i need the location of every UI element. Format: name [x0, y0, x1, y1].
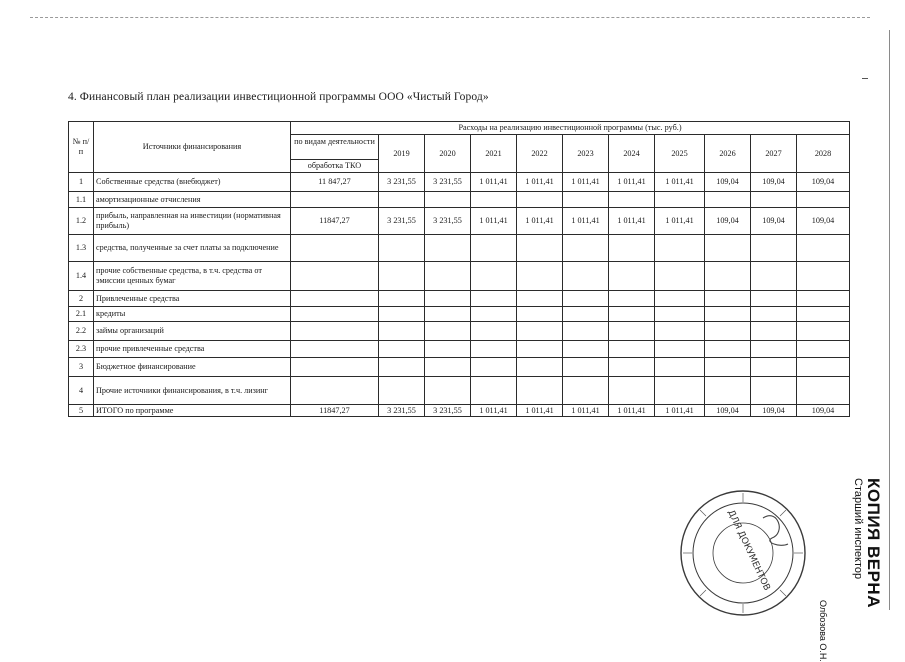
- row-year-value: [379, 377, 425, 405]
- row-activity-value: [291, 235, 379, 262]
- row-num: 2.1: [69, 307, 94, 322]
- row-year-value: [563, 377, 609, 405]
- header-year: 2028: [797, 135, 850, 173]
- header-year: 2019: [379, 135, 425, 173]
- row-year-value: [517, 291, 563, 307]
- row-year-value: [751, 192, 797, 208]
- row-num: 2.2: [69, 322, 94, 341]
- row-year-value: 1 011,41: [517, 405, 563, 417]
- row-year-value: [751, 341, 797, 358]
- row-year-value: 109,04: [705, 173, 751, 192]
- row-year-value: 1 011,41: [471, 405, 517, 417]
- row-year-value: [517, 307, 563, 322]
- header-activity-sub: обработка ТКО: [291, 159, 379, 172]
- row-num: 1: [69, 173, 94, 192]
- header-year: 2023: [563, 135, 609, 173]
- row-year-value: [655, 307, 705, 322]
- row-year-value: [609, 377, 655, 405]
- row-year-value: [563, 291, 609, 307]
- table-row: [69, 341, 850, 358]
- row-year-value: [797, 341, 850, 358]
- table-row: [69, 291, 850, 307]
- row-activity-value: 11847,27: [291, 208, 379, 235]
- row-year-value: 3 231,55: [425, 208, 471, 235]
- header-year: 2024: [609, 135, 655, 173]
- row-year-value: [751, 377, 797, 405]
- row-year-value: [797, 235, 850, 262]
- row-year-value: [471, 358, 517, 377]
- row-year-value: [655, 341, 705, 358]
- row-year-value: [705, 291, 751, 307]
- header-year: 2022: [517, 135, 563, 173]
- row-year-value: [609, 307, 655, 322]
- row-num: 1.2: [69, 208, 94, 235]
- copy-position: Старший инспектор: [852, 478, 864, 580]
- row-year-value: 1 011,41: [471, 173, 517, 192]
- row-year-value: [705, 235, 751, 262]
- scan-mark: [862, 78, 868, 79]
- row-activity-value: 11847,27: [291, 405, 379, 417]
- row-year-value: [563, 358, 609, 377]
- row-year-value: [379, 192, 425, 208]
- row-activity-value: [291, 341, 379, 358]
- row-year-value: [471, 192, 517, 208]
- row-year-value: [471, 262, 517, 291]
- row-year-value: 3 231,55: [379, 405, 425, 417]
- row-year-value: [797, 262, 850, 291]
- table-row: [69, 192, 850, 208]
- row-activity-value: [291, 291, 379, 307]
- row-source: ИТОГО по программе: [94, 405, 291, 417]
- table-row: [69, 262, 850, 291]
- header-activity-label: по видам деятельности: [294, 137, 375, 146]
- row-year-value: 109,04: [751, 405, 797, 417]
- row-year-value: [517, 262, 563, 291]
- row-year-value: 3 231,55: [379, 173, 425, 192]
- row-year-value: 109,04: [751, 173, 797, 192]
- row-year-value: [609, 291, 655, 307]
- table-row: [69, 377, 850, 405]
- row-year-value: 1 011,41: [563, 208, 609, 235]
- row-year-value: 109,04: [797, 405, 850, 417]
- row-year-value: [705, 377, 751, 405]
- table-row: [69, 322, 850, 341]
- row-activity-value: [291, 377, 379, 405]
- table-row: [69, 307, 850, 322]
- row-num: 1.3: [69, 235, 94, 262]
- row-year-value: [797, 192, 850, 208]
- row-year-value: 1 011,41: [517, 173, 563, 192]
- row-year-value: 1 011,41: [609, 405, 655, 417]
- row-year-value: [705, 322, 751, 341]
- row-year-value: [425, 307, 471, 322]
- row-year-value: 1 011,41: [609, 173, 655, 192]
- row-source: Прочие источники финансирования, в т.ч. лизинг: [94, 377, 291, 405]
- row-year-value: [563, 322, 609, 341]
- table-row: [69, 208, 850, 235]
- row-year-value: [609, 322, 655, 341]
- header-year: 2026: [705, 135, 751, 173]
- row-year-value: [425, 291, 471, 307]
- row-num: 1.1: [69, 192, 94, 208]
- row-year-value: [655, 192, 705, 208]
- row-year-value: [705, 358, 751, 377]
- row-source: прибыль, направленная на инвестиции (нормативная прибыль): [94, 208, 291, 235]
- row-year-value: [425, 235, 471, 262]
- row-year-value: [425, 341, 471, 358]
- row-year-value: [655, 377, 705, 405]
- row-year-value: [517, 377, 563, 405]
- row-year-value: [425, 192, 471, 208]
- row-num: 1.4: [69, 262, 94, 291]
- header-num: № п/п: [69, 122, 94, 173]
- row-year-value: [655, 291, 705, 307]
- row-year-value: [425, 322, 471, 341]
- table-body: [69, 173, 850, 417]
- row-year-value: 3 231,55: [425, 405, 471, 417]
- copy-signer: Олбозова О.Н.: [818, 600, 828, 662]
- row-year-value: [517, 192, 563, 208]
- row-year-value: [471, 291, 517, 307]
- document-title: 4. Финансовый план реализации инвестиционной программы ООО «Чистый Город»: [68, 91, 489, 103]
- row-year-value: [797, 291, 850, 307]
- table-row: [69, 405, 850, 417]
- financial-plan-table: [68, 121, 850, 417]
- row-year-value: 1 011,41: [471, 208, 517, 235]
- row-year-value: 1 011,41: [655, 173, 705, 192]
- row-num: 3: [69, 358, 94, 377]
- header-expenses: Расходы на реализацию инвестиционной программы (тыс. руб.): [291, 122, 850, 135]
- row-num: 5: [69, 405, 94, 417]
- row-source: займы организаций: [94, 322, 291, 341]
- row-year-value: 1 011,41: [609, 208, 655, 235]
- row-year-value: [563, 307, 609, 322]
- row-year-value: 1 011,41: [563, 173, 609, 192]
- row-year-value: 1 011,41: [517, 208, 563, 235]
- row-year-value: [471, 307, 517, 322]
- row-year-value: [471, 377, 517, 405]
- table-row: [69, 235, 850, 262]
- row-year-value: [471, 235, 517, 262]
- row-year-value: [563, 235, 609, 262]
- row-year-value: [797, 358, 850, 377]
- row-activity-value: [291, 322, 379, 341]
- row-num: 2: [69, 291, 94, 307]
- copy-certification: [762, 478, 902, 662]
- row-year-value: 109,04: [751, 208, 797, 235]
- row-year-value: [797, 307, 850, 322]
- row-year-value: [797, 322, 850, 341]
- row-year-value: [705, 307, 751, 322]
- row-year-value: 109,04: [705, 208, 751, 235]
- row-year-value: [563, 262, 609, 291]
- row-year-value: 1 011,41: [655, 405, 705, 417]
- header-source: Источники финансирования: [94, 122, 291, 173]
- row-source: Привлеченные средства: [94, 291, 291, 307]
- row-source: амортизационные отчисления: [94, 192, 291, 208]
- row-year-value: [655, 322, 705, 341]
- row-activity-value: [291, 262, 379, 291]
- header-year: 2021: [471, 135, 517, 173]
- row-year-value: [609, 262, 655, 291]
- row-year-value: [425, 262, 471, 291]
- row-source: Собственные средства (внебюджет): [94, 173, 291, 192]
- row-year-value: [751, 262, 797, 291]
- table-row: [69, 173, 850, 192]
- row-activity-value: [291, 307, 379, 322]
- row-year-value: [751, 322, 797, 341]
- row-year-value: [517, 235, 563, 262]
- row-year-value: [655, 358, 705, 377]
- row-year-value: [751, 235, 797, 262]
- row-year-value: [425, 358, 471, 377]
- row-year-value: [655, 262, 705, 291]
- scan-edge-top: [30, 17, 870, 18]
- row-year-value: [705, 262, 751, 291]
- table-row: [69, 358, 850, 377]
- row-source: средства, полученные за счет платы за подключение: [94, 235, 291, 262]
- row-year-value: [471, 341, 517, 358]
- header-activity: [291, 135, 379, 173]
- row-year-value: [425, 377, 471, 405]
- row-year-value: 1 011,41: [655, 208, 705, 235]
- row-year-value: [563, 192, 609, 208]
- row-source: прочие привлеченные средства: [94, 341, 291, 358]
- row-year-value: 109,04: [705, 405, 751, 417]
- row-year-value: [379, 262, 425, 291]
- row-year-value: 1 011,41: [563, 405, 609, 417]
- row-year-value: 3 231,55: [425, 173, 471, 192]
- row-year-value: [609, 358, 655, 377]
- row-year-value: [751, 358, 797, 377]
- row-year-value: 3 231,55: [379, 208, 425, 235]
- row-year-value: [517, 341, 563, 358]
- row-year-value: [517, 322, 563, 341]
- row-num: 2.3: [69, 341, 94, 358]
- row-year-value: [517, 358, 563, 377]
- row-year-value: [705, 192, 751, 208]
- row-year-value: [379, 322, 425, 341]
- row-activity-value: [291, 358, 379, 377]
- seal-center-text: ДЛЯ ДОКУМЕНТОВ: [725, 508, 772, 593]
- row-source: кредиты: [94, 307, 291, 322]
- row-year-value: [609, 341, 655, 358]
- row-year-value: [471, 322, 517, 341]
- row-year-value: [751, 307, 797, 322]
- row-year-value: [797, 377, 850, 405]
- row-year-value: [379, 235, 425, 262]
- header-year: 2020: [425, 135, 471, 173]
- row-activity-value: 11 847,27: [291, 173, 379, 192]
- row-num: 4: [69, 377, 94, 405]
- row-year-value: [379, 291, 425, 307]
- row-source: прочие собственные средства, в т.ч. средства от эмиссии ценных бумаг: [94, 262, 291, 291]
- row-activity-value: [291, 192, 379, 208]
- row-year-value: [751, 291, 797, 307]
- row-year-value: [379, 358, 425, 377]
- row-source: Бюджетное финансирование: [94, 358, 291, 377]
- row-year-value: 109,04: [797, 208, 850, 235]
- row-year-value: [563, 341, 609, 358]
- copy-title: КОПИЯ ВЕРНА: [864, 478, 883, 608]
- row-year-value: [655, 235, 705, 262]
- header-year: 2027: [751, 135, 797, 173]
- row-year-value: [379, 341, 425, 358]
- row-year-value: [609, 235, 655, 262]
- header-year: 2025: [655, 135, 705, 173]
- row-year-value: [609, 192, 655, 208]
- row-year-value: [705, 341, 751, 358]
- row-year-value: [379, 307, 425, 322]
- row-year-value: 109,04: [797, 173, 850, 192]
